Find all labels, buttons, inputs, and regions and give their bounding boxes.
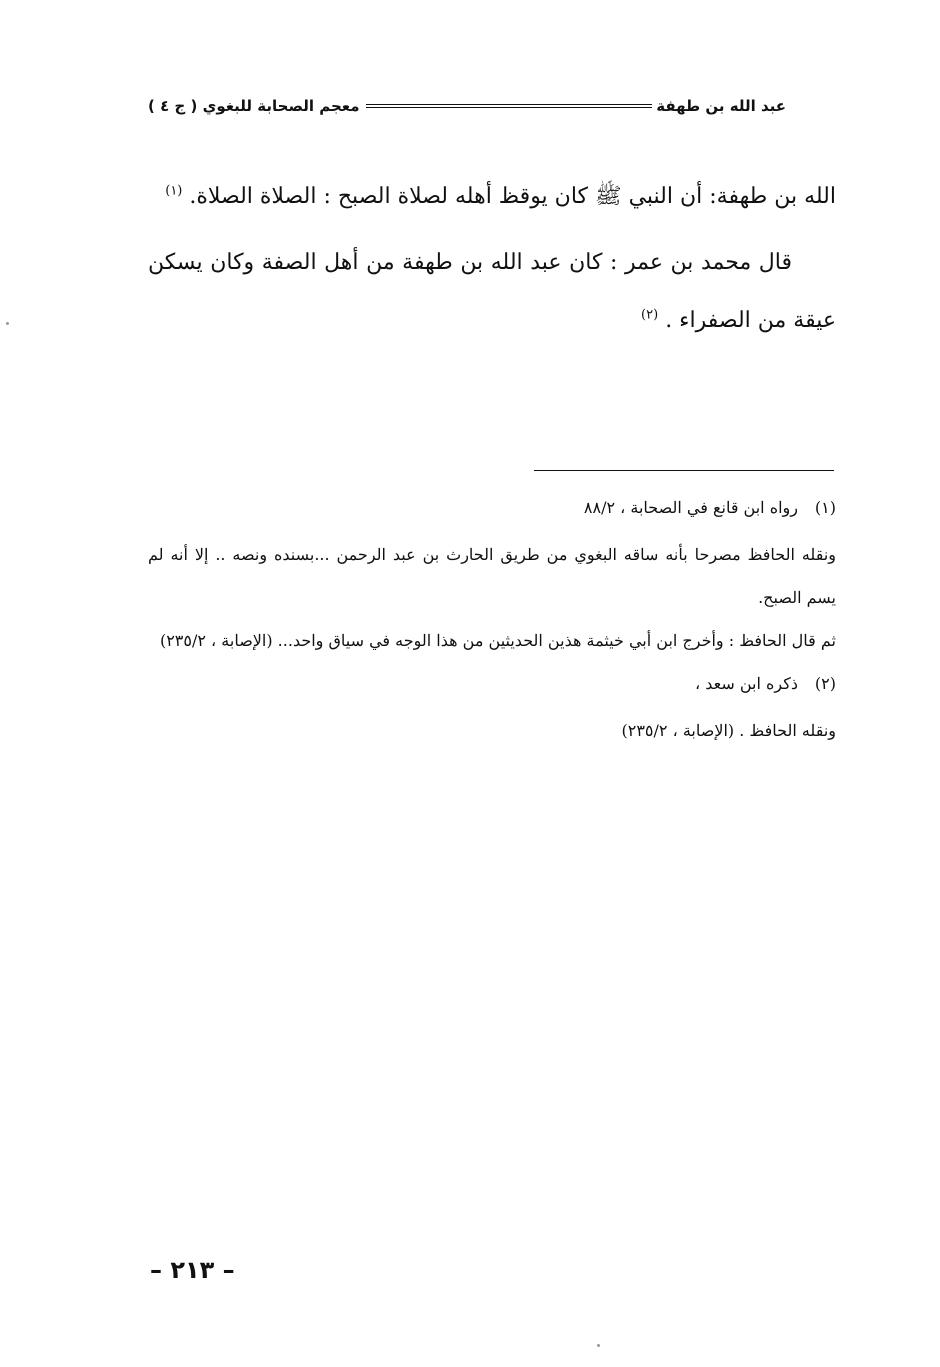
footnote-1-head (148, 486, 836, 529)
running-header (148, 92, 788, 120)
paragraph-1-text: الله بن طهفة: أن النبي ﷺ كان يوقظ أهله لصلاة الصبح : الصلاة الصلاة. (189, 184, 836, 209)
scan-speck (597, 1344, 600, 1347)
footnote-separator (534, 470, 834, 471)
header-rule (366, 104, 653, 108)
paragraph-1 (148, 168, 836, 226)
footnotes (148, 486, 836, 752)
footnote-1-citation: رواه ابن قانع في الصحابة ، ٨٨/٢ (583, 498, 798, 517)
footnote-ref-2: (٢) (641, 307, 659, 323)
header-section-title: عبد الله بن طهفة (656, 97, 786, 115)
footnote-2-body: ونقله الحافظ . (الإصابة ، ٢٣٥/٢) (621, 721, 836, 740)
footnote-2-citation: ذكره ابن سعد ، (695, 674, 798, 693)
page-number: – ٢١٣ – (150, 1256, 235, 1284)
footnote-ref-1: (١) (165, 183, 183, 199)
footnote-1-body-2: ثم قال الحافظ : وأخرج ابن أبي خيثمة هذين الحديثين من هذا الوجه في سياق واحد... (الإصابة ، ٢٣٥/٢) (159, 631, 836, 650)
scan-speck (6, 322, 9, 325)
footnote-1-number: (١) (814, 498, 836, 517)
paragraph-2 (148, 234, 836, 350)
main-text (148, 168, 836, 350)
footnote-1-body-1: ونقله الحافظ مصرحا بأنه ساقه البغوي من طريق الحارث بن عبد الرحمن ...بسنده ونصه .. إلا أنه لم يسم الصبح. (148, 545, 836, 607)
header-book-title: معجم الصحابة للبغوي ( ج ٤ ) (148, 97, 360, 115)
footnote-2-head (148, 662, 836, 705)
footnote-2-number: (٢) (814, 674, 836, 693)
paragraph-2-text: قال محمد بن عمر : كان عبد الله بن طهفة من أهل الصفة وكان يسكن عيقة من الصفراء . (148, 250, 836, 333)
